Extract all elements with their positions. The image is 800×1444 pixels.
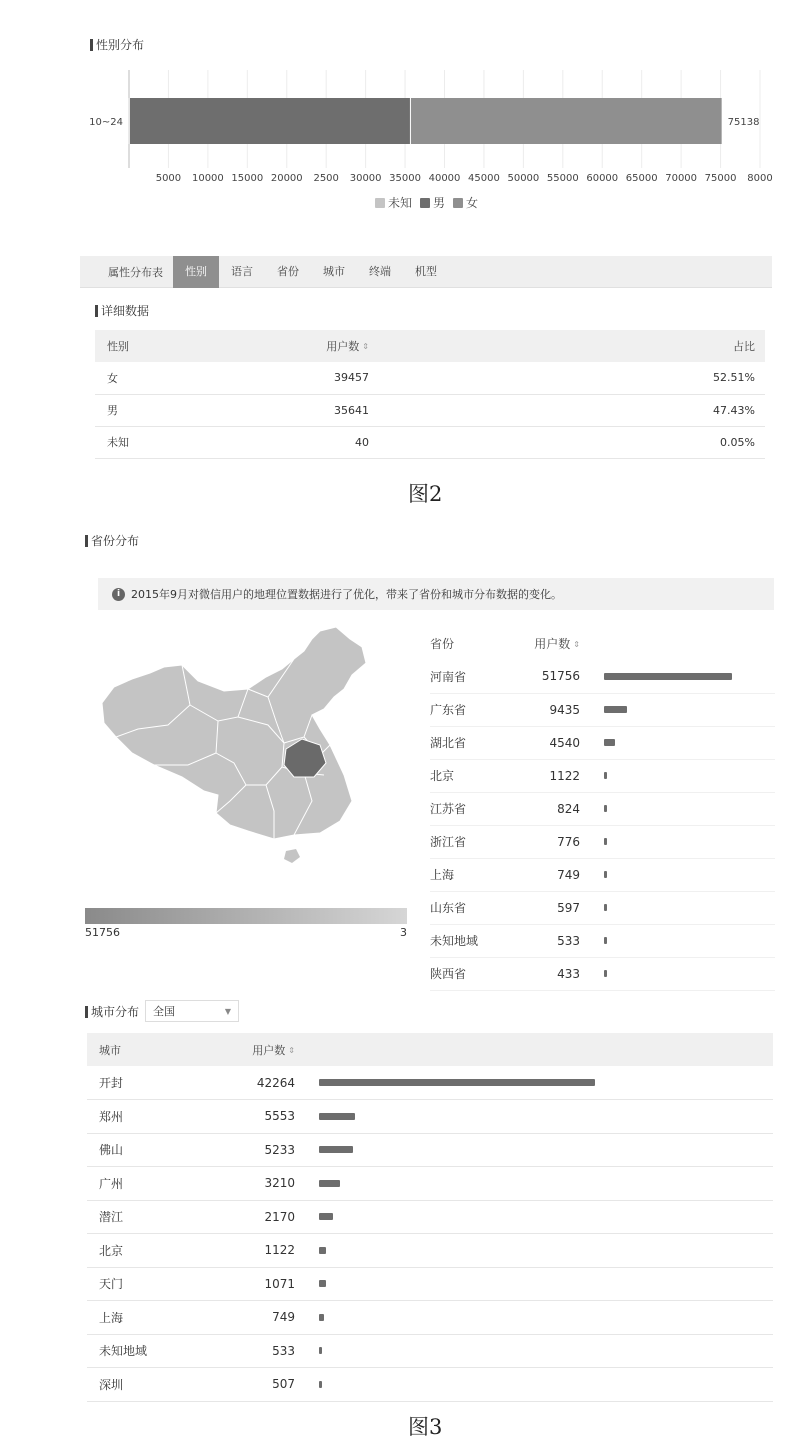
x-tick-label: 20000: [270, 173, 303, 184]
cell-bar: [580, 825, 775, 858]
value-bar: [319, 1347, 322, 1354]
cell-city: 北京: [87, 1234, 197, 1268]
notice-banner: [98, 578, 774, 610]
tab-lead-label: 属性分布表: [108, 265, 163, 279]
cell-province: 浙江省: [430, 825, 500, 858]
x-tick-label: 10000: [191, 173, 224, 184]
table-row: [87, 1066, 773, 1100]
cell-gender: 未知: [95, 426, 295, 458]
map-hainan: [284, 849, 300, 863]
city-section-header: [85, 1000, 239, 1022]
cell-bar: [295, 1066, 773, 1100]
cell-province: 山东省: [430, 891, 500, 924]
value-bar: [319, 1314, 324, 1321]
table-row: [430, 924, 775, 957]
cell-bar: [295, 1267, 773, 1301]
cell-province: 河南省: [430, 660, 500, 693]
bar-segment-2: [410, 98, 721, 144]
table-row: [87, 1334, 773, 1368]
gradient-min-label: 3: [400, 926, 407, 939]
cell-bar: [580, 858, 775, 891]
tab-gender[interactable]: 性别: [173, 256, 219, 288]
table-row: [430, 957, 775, 990]
province-section-title: 省份分布: [85, 532, 139, 549]
col-header-users-label: 用户数: [252, 1043, 286, 1057]
cell-bar: [295, 1133, 773, 1167]
cell-bar: [580, 924, 775, 957]
cell-users: 2170: [197, 1200, 295, 1234]
cell-users: 51756: [500, 660, 580, 693]
cell-users: 4540: [500, 726, 580, 759]
value-bar: [604, 871, 607, 878]
figure-caption-2: 图2: [408, 482, 443, 506]
sort-icon[interactable]: ⇕: [573, 639, 580, 649]
info-icon: i: [112, 588, 125, 601]
table-row: [430, 660, 775, 693]
x-tick-label: 45000: [468, 173, 500, 184]
x-tick-label: 65000: [625, 173, 658, 184]
table-row: [430, 891, 775, 924]
x-tick-label: 35000: [389, 173, 421, 184]
value-bar: [604, 739, 615, 746]
cell-bar: [580, 759, 775, 792]
china-map[interactable]: [98, 625, 368, 870]
value-bar: [319, 1113, 355, 1120]
value-bar: [604, 706, 627, 713]
cell-users: 824: [500, 792, 580, 825]
map-value-gradient-legend: [85, 908, 407, 924]
cell-users: 40: [295, 426, 615, 458]
detail-section-title: 详细数据: [95, 302, 149, 319]
cell-city: 开封: [87, 1066, 197, 1100]
tab-city[interactable]: 城市: [323, 264, 345, 278]
cell-users: 1122: [197, 1234, 295, 1268]
cell-bar: [580, 792, 775, 825]
tab-model[interactable]: 机型: [415, 264, 437, 278]
col-header-province: 省份: [430, 637, 455, 651]
tab-province[interactable]: 省份: [277, 264, 299, 278]
col-header-bar: [295, 1033, 773, 1066]
value-bar: [319, 1079, 595, 1086]
cell-bar: [580, 660, 775, 693]
legend-label: 未知: [388, 196, 413, 210]
cell-province: 上海: [430, 858, 500, 891]
sort-icon[interactable]: ⇕: [288, 1045, 295, 1055]
cell-ratio: 52.51%: [615, 362, 765, 394]
value-bar: [604, 838, 607, 845]
cell-gender: 女: [95, 362, 295, 394]
cell-province: 江苏省: [430, 792, 500, 825]
cell-province: 未知地域: [430, 924, 500, 957]
cell-province: 广东省: [430, 693, 500, 726]
x-tick-label: 55000: [546, 173, 579, 184]
cell-bar: [580, 957, 775, 990]
cell-users: 533: [500, 924, 580, 957]
table-row: [87, 1301, 773, 1335]
cell-users: 39457: [295, 362, 615, 394]
bar-segment-1: [129, 98, 410, 144]
x-tick-label: 40000: [428, 173, 461, 184]
cell-bar: [295, 1334, 773, 1368]
value-bar: [604, 673, 732, 680]
cell-bar: [580, 891, 775, 924]
cell-users: 507: [197, 1368, 295, 1402]
region-select[interactable]: [145, 1000, 239, 1022]
province-table: [430, 627, 775, 991]
cell-city: 潜江: [87, 1200, 197, 1234]
cell-bar: [580, 693, 775, 726]
cell-users: 9435: [500, 693, 580, 726]
cell-users: 749: [197, 1301, 295, 1335]
x-tick-label: 75000: [704, 173, 737, 184]
y-category-label: 10~24: [89, 117, 123, 128]
table-row: [430, 825, 775, 858]
tab-terminal[interactable]: 终端: [369, 264, 391, 278]
table-row: [95, 362, 765, 394]
cell-users: 433: [500, 957, 580, 990]
col-header-city: 城市: [87, 1033, 197, 1066]
col-header-users-label: 用户数: [534, 637, 571, 651]
cell-users: 5553: [197, 1100, 295, 1134]
legend-item-unknown[interactable]: [375, 194, 412, 211]
attribute-tabbar: [80, 256, 772, 288]
table-row: [87, 1267, 773, 1301]
city-table: [87, 1033, 773, 1402]
x-tick-label: 50000: [507, 173, 540, 184]
table-row: [87, 1368, 773, 1402]
x-tick-label: 15000: [231, 173, 264, 184]
table-row: [87, 1167, 773, 1201]
x-tick-label: 30000: [349, 173, 382, 184]
cell-city: 深圳: [87, 1368, 197, 1402]
value-bar: [604, 805, 607, 812]
table-row: [430, 759, 775, 792]
value-bar: [604, 937, 607, 944]
table-row: [87, 1200, 773, 1234]
figure-caption-3: 图3: [408, 1415, 443, 1439]
cell-bar: [295, 1167, 773, 1201]
col-header-users[interactable]: [197, 1033, 295, 1066]
x-tick-label: 70000: [665, 173, 698, 184]
cell-bar: [295, 1301, 773, 1335]
gradient-max-label: 51756: [85, 926, 120, 939]
cell-users: 776: [500, 825, 580, 858]
table-row: [430, 792, 775, 825]
tab-language[interactable]: 语言: [231, 264, 253, 278]
value-bar: [604, 970, 607, 977]
cell-city: 未知地域: [87, 1334, 197, 1368]
cell-users: 749: [500, 858, 580, 891]
cell-ratio: 47.43%: [615, 394, 765, 426]
table-row: [430, 693, 775, 726]
table-row: [87, 1133, 773, 1167]
city-section-title: 城市分布: [85, 1003, 139, 1020]
cell-bar: [295, 1200, 773, 1234]
cell-city: 上海: [87, 1301, 197, 1335]
legend-label: 女: [466, 196, 479, 210]
cell-province: 陕西省: [430, 957, 500, 990]
table-row: [95, 394, 765, 426]
cell-bar: [295, 1368, 773, 1402]
x-tick-label: 5000: [155, 173, 182, 184]
chevron-down-icon: ▼: [224, 1006, 232, 1016]
value-bar: [319, 1180, 340, 1187]
table-row: [87, 1234, 773, 1268]
value-bar: [604, 772, 607, 779]
value-bar: [319, 1146, 353, 1153]
cell-users: 5233: [197, 1133, 295, 1167]
x-tick-label: 2500: [313, 173, 339, 184]
x-tick-label: 60000: [586, 173, 619, 184]
cell-gender: 男: [95, 394, 295, 426]
table-row: [87, 1100, 773, 1134]
cell-users: 42264: [197, 1066, 295, 1100]
detail-table: [95, 330, 765, 459]
cell-ratio: 0.05%: [615, 426, 765, 458]
cell-city: 天门: [87, 1267, 197, 1301]
cell-province: 北京: [430, 759, 500, 792]
value-bar: [319, 1247, 326, 1254]
cell-city: 郑州: [87, 1100, 197, 1134]
cell-province: 湖北省: [430, 726, 500, 759]
cell-city: 广州: [87, 1167, 197, 1201]
x-tick-label: 8000: [747, 173, 773, 184]
col-header-ratio: 占比: [615, 330, 765, 362]
map-landmass: [102, 627, 366, 839]
cell-users: 1122: [500, 759, 580, 792]
gender-legend: [375, 194, 478, 211]
legend-label: 男: [433, 196, 446, 210]
cell-users: 3210: [197, 1167, 295, 1201]
col-header-bar: [580, 627, 775, 660]
cell-users: 597: [500, 891, 580, 924]
cell-city: 佛山: [87, 1133, 197, 1167]
cell-users: 35641: [295, 394, 615, 426]
value-bar: [604, 904, 607, 911]
cell-bar: [580, 726, 775, 759]
gender-section-title: 性别分布: [90, 36, 144, 53]
cell-bar: [295, 1100, 773, 1134]
legend-item-female[interactable]: [453, 194, 478, 211]
legend-item-male[interactable]: [420, 194, 445, 211]
value-bar: [319, 1280, 326, 1287]
table-row: [95, 426, 765, 458]
col-header-users-label: 用户数: [326, 340, 360, 353]
col-header-users[interactable]: [295, 330, 615, 362]
table-row: [430, 726, 775, 759]
bar-total-label: 75138: [727, 117, 760, 128]
cell-users: 1071: [197, 1267, 295, 1301]
region-select-value: 全国: [153, 1005, 176, 1018]
value-bar: [319, 1213, 333, 1220]
cell-bar: [295, 1234, 773, 1268]
value-bar: [319, 1381, 322, 1388]
table-row: [430, 858, 775, 891]
col-header-gender: 性别: [95, 330, 295, 362]
sort-icon[interactable]: ⇕: [362, 342, 369, 351]
col-header-users[interactable]: [500, 627, 580, 660]
cell-users: 533: [197, 1334, 295, 1368]
notice-text: 2015年9月对微信用户的地理位置数据进行了优化，带来了省份和城市分布数据的变化。: [131, 588, 562, 601]
